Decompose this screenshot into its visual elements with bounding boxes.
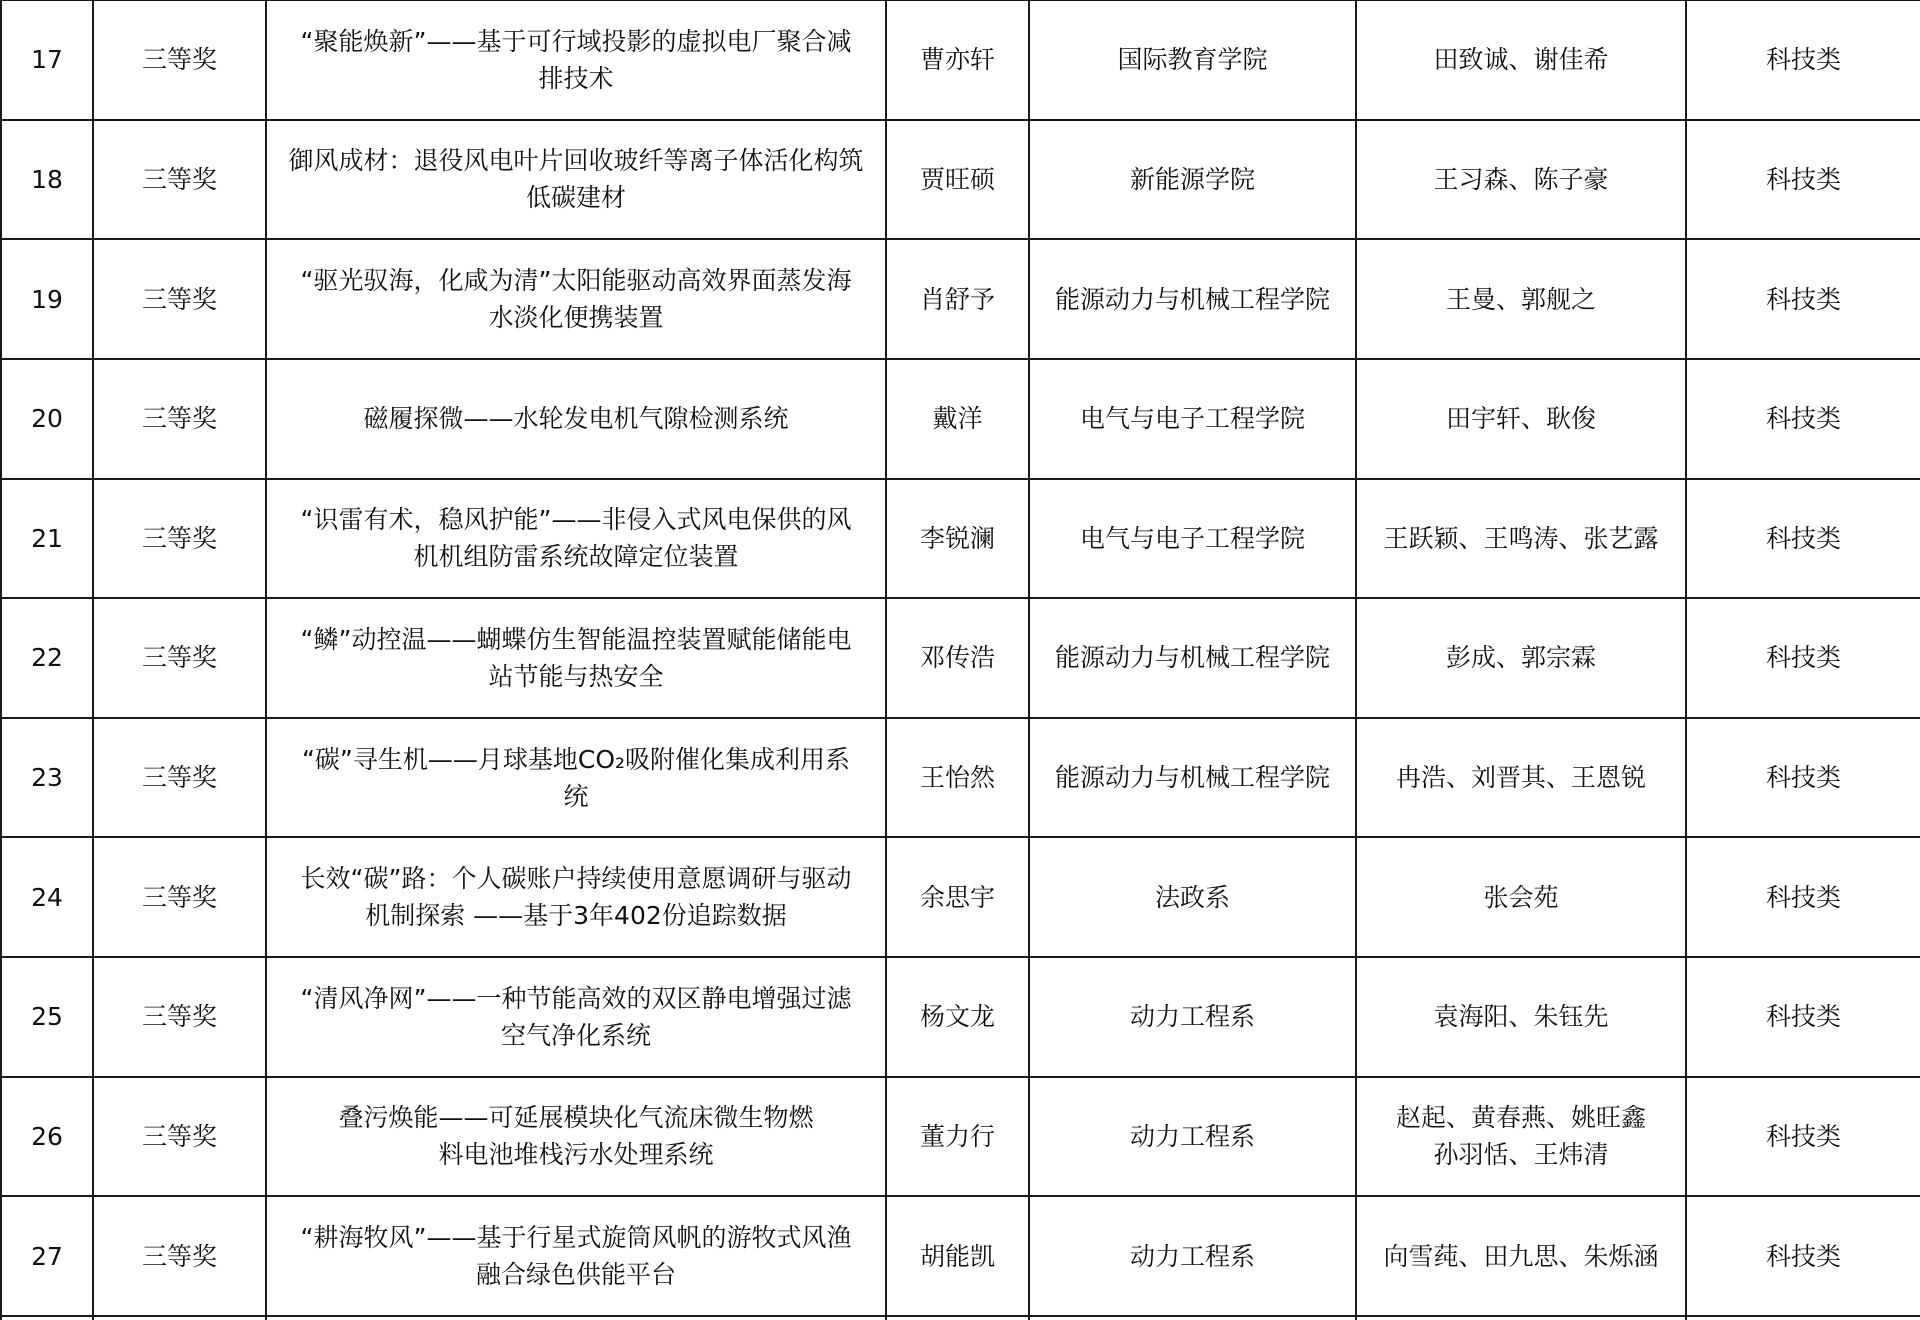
partial-cell: [1356, 1316, 1686, 1320]
category-text: 科技类: [1765, 882, 1841, 912]
row-number-cell: [1, 718, 93, 838]
partial-cell: [93, 1316, 266, 1320]
team-leader-text: 余思宇: [919, 882, 995, 912]
row-number-text: 22: [31, 643, 63, 673]
table-row: [1, 0, 1920, 120]
team-leader-text: 贾旺硕: [919, 164, 995, 194]
team-leader-cell: [886, 1077, 1029, 1197]
team-leader-text: 曹亦轩: [919, 45, 995, 75]
team-members-cell: [1356, 957, 1686, 1077]
team-members-line: 王曼、郭舰之: [1445, 284, 1596, 314]
award-level-cell: [93, 239, 266, 359]
table-row: [1, 957, 1920, 1077]
project-title-cell: [266, 598, 886, 718]
team-leader-text: 邓传浩: [919, 643, 995, 673]
category-cell: [1686, 1196, 1920, 1316]
project-title-line: 站节能与热安全: [488, 661, 664, 691]
team-leader-text: 肖舒予: [919, 284, 995, 314]
category-cell: [1686, 837, 1920, 957]
team-members-line: 王习森、陈子豪: [1433, 164, 1609, 194]
college-cell: [1029, 0, 1356, 120]
project-title-line: “清风净网”——一种节能高效的双区静电增强过滤: [300, 983, 852, 1013]
row-number-cell: [1, 120, 93, 240]
category-cell: [1686, 957, 1920, 1077]
project-title-line: “识雷有术，稳风护能”——非侵入式风电保供的风: [300, 505, 852, 535]
table-row: [1, 479, 1920, 599]
college-text: 能源动力与机械工程学院: [1054, 763, 1330, 793]
category-text: 科技类: [1765, 1121, 1841, 1151]
award-level-cell: [93, 598, 266, 718]
project-title-line: “聚能焕新”——基于可行域投影的虚拟电厂聚合减: [300, 26, 852, 56]
row-number-text: 20: [31, 404, 63, 434]
category-text: 科技类: [1765, 1241, 1841, 1271]
team-leader-cell: [886, 718, 1029, 838]
row-number-cell: [1, 598, 93, 718]
team-leader-cell: [886, 239, 1029, 359]
team-leader-cell: [886, 0, 1029, 120]
award-level-text: 三等奖: [141, 882, 217, 912]
project-title-cell: [266, 120, 886, 240]
award-table-body: [1, 0, 1920, 1320]
row-number-text: 24: [31, 882, 63, 912]
category-text: 科技类: [1765, 45, 1841, 75]
college-text: 电气与电子工程学院: [1079, 523, 1305, 553]
team-leader-cell: [886, 359, 1029, 479]
team-members-cell: [1356, 0, 1686, 120]
project-title-line: 融合绿色供能平台: [475, 1260, 676, 1290]
project-title-cell: [266, 1196, 886, 1316]
category-cell: [1686, 120, 1920, 240]
team-members-line: 田致诚、谢佳希: [1433, 45, 1609, 75]
row-number-cell: [1, 239, 93, 359]
team-members-line: 田宇轩、耿俊: [1445, 404, 1596, 434]
category-text: 科技类: [1765, 643, 1841, 673]
team-leader-text: 杨文龙: [919, 1002, 995, 1032]
project-title-line: 低碳建材: [525, 183, 626, 213]
row-number-text: 27: [31, 1241, 63, 1271]
team-members-line: 张会苑: [1483, 882, 1559, 912]
table-row: [1, 837, 1920, 957]
row-number-text: 17: [31, 45, 63, 75]
category-text: 科技类: [1765, 1002, 1841, 1032]
project-title-line: 排技术: [538, 63, 614, 93]
category-cell: [1686, 598, 1920, 718]
award-level-text: 三等奖: [141, 45, 217, 75]
row-number-cell: [1, 1196, 93, 1316]
category-cell: [1686, 359, 1920, 479]
award-level-text: 三等奖: [141, 164, 217, 194]
team-members-line: 王跃颖、王鸣涛、张艺露: [1383, 523, 1659, 553]
table-row: [1, 1077, 1920, 1197]
college-cell: [1029, 837, 1356, 957]
college-cell: [1029, 359, 1356, 479]
partial-cell: [1686, 1316, 1920, 1320]
project-title-line: 磁履探微——水轮发电机气隙检测系统: [363, 404, 789, 434]
team-leader-cell: [886, 479, 1029, 599]
category-text: 科技类: [1765, 523, 1841, 553]
college-text: 动力工程系: [1129, 1121, 1255, 1151]
award-level-cell: [93, 120, 266, 240]
row-number-text: 25: [31, 1002, 63, 1032]
row-number-text: 18: [31, 164, 63, 194]
project-title-cell: [266, 359, 886, 479]
row-number-text: 21: [31, 523, 63, 553]
team-members-cell: [1356, 718, 1686, 838]
college-cell: [1029, 1077, 1356, 1197]
project-title-line: “鳞”动控温——蝴蝶仿生智能温控装置赋能储能电: [300, 624, 852, 654]
college-text: 电气与电子工程学院: [1079, 404, 1305, 434]
project-title-cell: [266, 1077, 886, 1197]
partial-cell: [886, 1316, 1029, 1320]
team-leader-cell: [886, 1196, 1029, 1316]
team-leader-text: 胡能凯: [919, 1241, 995, 1271]
partial-cell: [1029, 1316, 1356, 1320]
partial-cell: [266, 1316, 886, 1320]
college-cell: [1029, 957, 1356, 1077]
team-members-line: 赵起、黄春燕、姚旺鑫: [1395, 1103, 1646, 1133]
row-number-cell: [1, 837, 93, 957]
team-members-cell: [1356, 120, 1686, 240]
team-members-line: 彭成、郭宗霖: [1445, 643, 1596, 673]
table-row: [1, 718, 1920, 838]
project-title-cell: [266, 0, 886, 120]
category-cell: [1686, 479, 1920, 599]
row-number-cell: [1, 1077, 93, 1197]
project-title-line: 长效“碳”路：个人碳账户持续使用意愿调研与驱动: [300, 864, 852, 894]
team-leader-cell: [886, 120, 1029, 240]
team-members-cell: [1356, 479, 1686, 599]
award-level-cell: [93, 1196, 266, 1316]
row-number-cell: [1, 957, 93, 1077]
row-number-cell: [1, 479, 93, 599]
category-cell: [1686, 0, 1920, 120]
project-title-line: 叠污焕能——可延展模块化气流床微生物燃: [338, 1103, 814, 1133]
team-members-cell: [1356, 598, 1686, 718]
team-members-line: 孙羽恬、王炜清: [1433, 1140, 1609, 1170]
team-leader-text: 董力行: [919, 1121, 995, 1151]
project-title-line: 空气净化系统: [500, 1020, 651, 1050]
team-members-cell: [1356, 837, 1686, 957]
college-text: 国际教育学院: [1117, 45, 1268, 75]
team-leader-cell: [886, 598, 1029, 718]
category-text: 科技类: [1765, 284, 1841, 314]
team-leader-text: 李锐澜: [919, 523, 995, 553]
award-level-cell: [93, 479, 266, 599]
category-cell: [1686, 239, 1920, 359]
project-title-cell: [266, 837, 886, 957]
team-members-line: 袁海阳、朱钰先: [1433, 1002, 1609, 1032]
project-title-cell: [266, 957, 886, 1077]
project-title-line: “耕海牧风”——基于行星式旋筒风帆的游牧式风渔: [300, 1223, 852, 1253]
college-cell: [1029, 1196, 1356, 1316]
table-row: [1, 120, 1920, 240]
award-level-text: 三等奖: [141, 523, 217, 553]
team-members-line: 向雪莼、田九思、朱烁涵: [1383, 1241, 1659, 1271]
award-level-cell: [93, 718, 266, 838]
award-level-cell: [93, 1077, 266, 1197]
row-number-cell: [1, 359, 93, 479]
table-row: [1, 1196, 1920, 1316]
college-text: 动力工程系: [1129, 1002, 1255, 1032]
team-leader-cell: [886, 957, 1029, 1077]
team-leader-cell: [886, 837, 1029, 957]
project-title-line: 料电池堆栈污水处理系统: [438, 1140, 714, 1170]
project-title-line: 机机组防雷系统故障定位装置: [413, 542, 739, 572]
row-number-text: 23: [31, 763, 63, 793]
college-cell: [1029, 479, 1356, 599]
team-members-cell: [1356, 239, 1686, 359]
college-cell: [1029, 718, 1356, 838]
category-text: 科技类: [1765, 164, 1841, 194]
college-text: 法政系: [1154, 882, 1230, 912]
table-row: [1, 239, 1920, 359]
row-number-cell: [1, 0, 93, 120]
partial-cell: [1, 1316, 93, 1320]
project-title-line: 水淡化便携装置: [488, 303, 664, 333]
table-row: [1, 359, 1920, 479]
category-cell: [1686, 1077, 1920, 1197]
college-text: 能源动力与机械工程学院: [1054, 284, 1330, 314]
table-row: [1, 598, 1920, 718]
category-cell: [1686, 718, 1920, 838]
college-cell: [1029, 598, 1356, 718]
table-row-partial: [1, 1316, 1920, 1320]
project-title-line: 御风成材：退役风电叶片回收玻纤等离子体活化构筑: [288, 146, 864, 176]
category-text: 科技类: [1765, 404, 1841, 434]
project-title-line: 统: [563, 781, 589, 811]
college-text: 能源动力与机械工程学院: [1054, 643, 1330, 673]
award-level-text: 三等奖: [141, 1002, 217, 1032]
award-level-text: 三等奖: [141, 1241, 217, 1271]
award-level-text: 三等奖: [141, 404, 217, 434]
team-members-cell: [1356, 1077, 1686, 1197]
team-members-cell: [1356, 1196, 1686, 1316]
award-level-text: 三等奖: [141, 763, 217, 793]
award-level-cell: [93, 837, 266, 957]
project-title-line: 机制探索 ——基于3年402份追踪数据: [365, 901, 787, 931]
category-text: 科技类: [1765, 763, 1841, 793]
award-level-cell: [93, 0, 266, 120]
project-title-line: “碳”寻生机——月球基地CO₂吸附催化集成利用系: [301, 744, 851, 774]
award-level-text: 三等奖: [141, 1121, 217, 1151]
award-level-text: 三等奖: [141, 284, 217, 314]
project-title-line: “驱光驭海，化咸为清”太阳能驱动高效界面蒸发海: [300, 266, 852, 296]
row-number-text: 26: [31, 1121, 63, 1151]
team-leader-text: 戴洋: [932, 404, 983, 434]
project-title-cell: [266, 718, 886, 838]
project-title-cell: [266, 239, 886, 359]
team-members-line: 冉浩、刘晋其、王恩锐: [1395, 763, 1646, 793]
row-number-text: 19: [31, 284, 63, 314]
college-text: 新能源学院: [1129, 164, 1255, 194]
team-leader-text: 王怡然: [919, 763, 995, 793]
award-level-cell: [93, 957, 266, 1077]
team-members-cell: [1356, 359, 1686, 479]
project-title-cell: [266, 479, 886, 599]
college-cell: [1029, 120, 1356, 240]
college-cell: [1029, 239, 1356, 359]
award-level-text: 三等奖: [141, 643, 217, 673]
college-text: 动力工程系: [1129, 1241, 1255, 1271]
award-level-cell: [93, 359, 266, 479]
